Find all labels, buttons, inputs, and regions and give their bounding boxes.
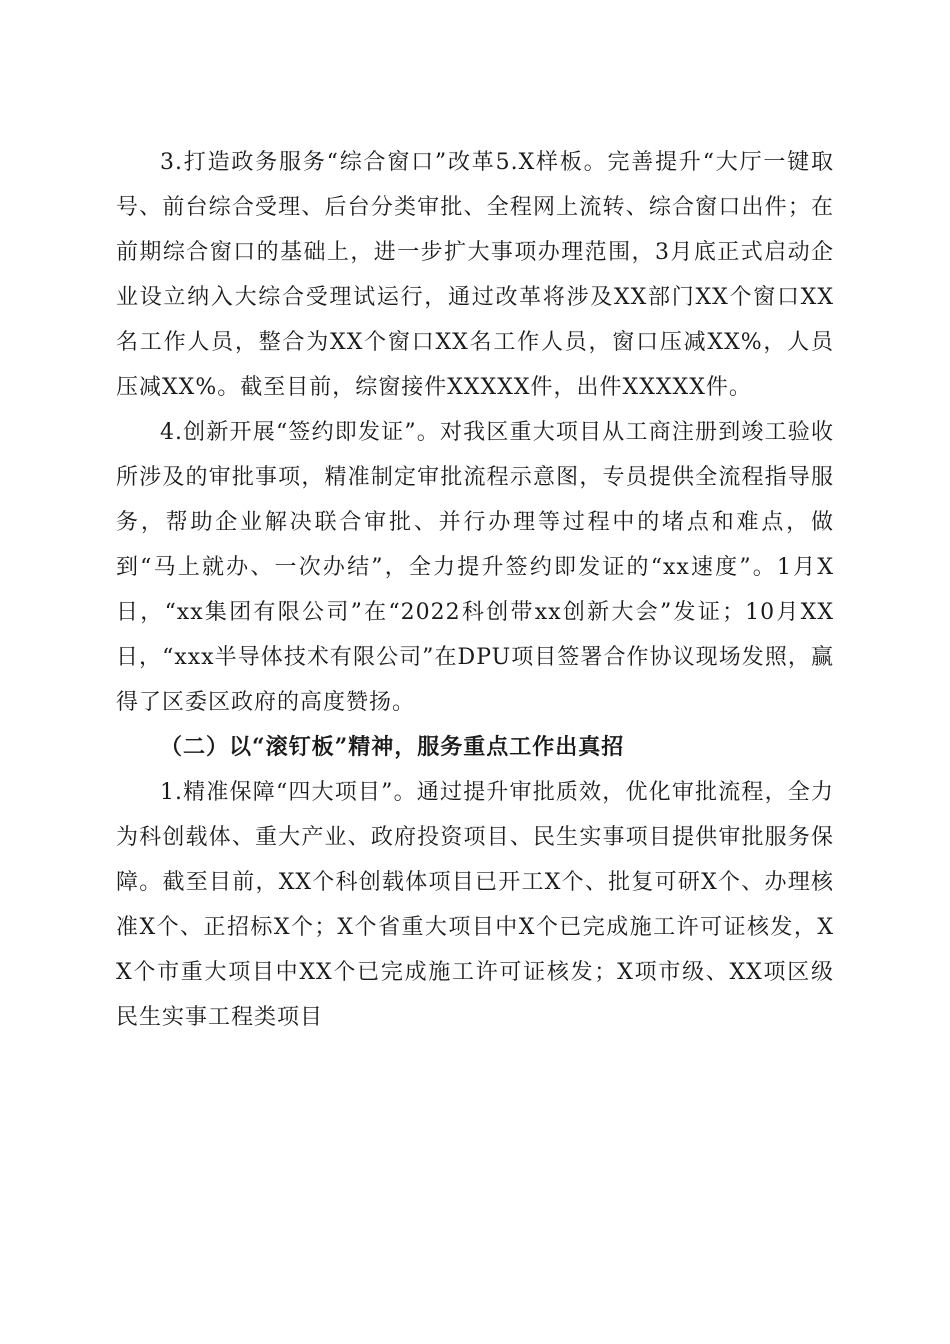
document-body <box>116 140 834 1040</box>
paragraph-item-4: 4.创新开展“签约即发证”。对我区重大项目从工商注册到竣工验收所涉及的审批事项，精准制定审批流程示意图，专员提供全流程指导服务，帮助企业解决联合审批、并行办理等过程中的堵点和难点，做到“马上就办、一次办结”，全力提升签约即发证的“xx速度”。1月X日，“xx集团有限公司”在“2022科创带xx创新大会”发证；10月XX日，“xxx半导体技术有限公司”在DPU项目签署合作协议现场发照，赢得了区委区政府的高度赞扬。 <box>116 420 834 715</box>
section-heading: （二）以“滚钉板”精神，服务重点工作出真招 <box>160 734 625 760</box>
paragraph-item-1: 1.精准保障“四大项目”。通过提升审批质效，优化审批流程，全力为科创载体、重大产业、政府投资项目、民生实事项目提供审批服务保障。截至目前，XX个科创载体项目已开工X个、批复可研X个、办理核准X个、正招标X个；X个省重大项目中X个已完成施工许可证核发，XX个市重大项目中XX个已完成施工许可证核发；X项市级、XX项区级民生实事工程类项目 <box>116 780 834 1030</box>
paragraph-item-3: 3.打造政务服务“综合窗口”改革5.X样板。完善提升“大厅一键取号、前台综合受理、后台分类审批、全程网上流转、综合窗口出件；在前期综合窗口的基础上，进一步扩大事项办理范围，3月底正式启动企业设立纳入大综合受理试运行，通过改革将涉及XX部门XX个窗口XX名工作人员，整合为XX个窗口XX名工作人员，窗口压减XX%，人员压减XX%。截至目前，综窗接件XXXXX件，出件XXXXX件。 <box>116 150 834 400</box>
